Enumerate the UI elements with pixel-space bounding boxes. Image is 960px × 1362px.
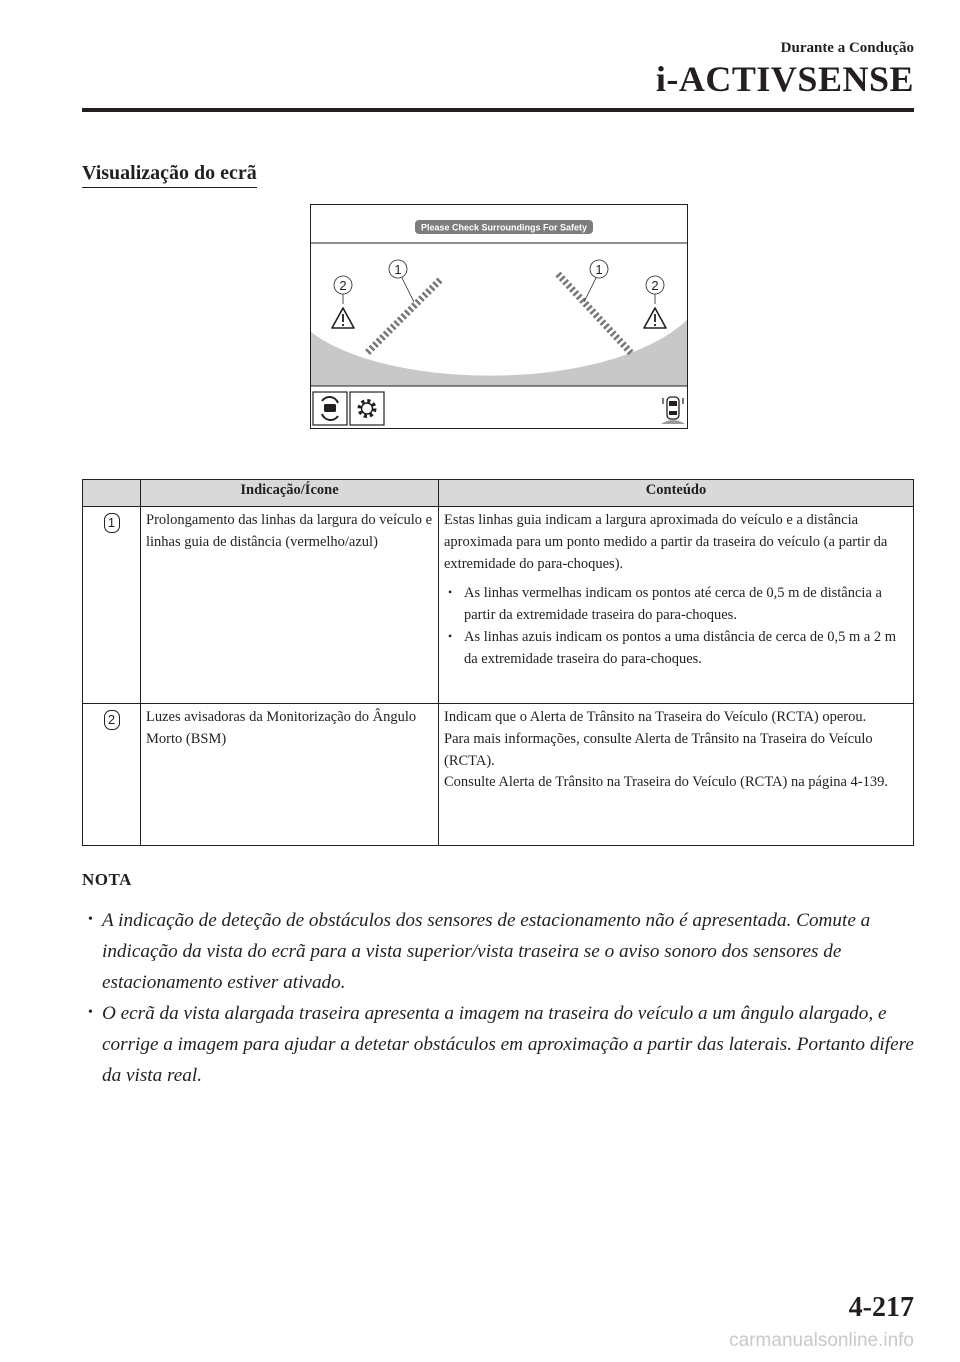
note-list <box>82 905 918 1091</box>
table-header-row <box>83 480 914 507</box>
row-content-line: Para mais informações, consulte Alerta de Trânsito na Traseira do Veículo (RCTA). <box>444 730 873 769</box>
section-title: Visualização do ecrã <box>82 162 257 188</box>
row-content <box>439 507 914 704</box>
callout-2-left-number: 2 <box>339 278 347 293</box>
note-title: NOTA <box>82 870 132 889</box>
safety-banner <box>415 220 593 234</box>
list-item: • O ecrã da vista alargada traseira apresenta a imagem na traseira do veículo a um ângulo alargado, e corrige a imagem para ajudar a detetar obstáculos em aproximação a partir das laterais. Portanto difere da vista real. <box>82 998 918 1091</box>
rear-camera-screen-illustration <box>310 204 688 429</box>
table-row <box>83 704 914 846</box>
safety-banner-text: Please Check Surroundings For Safety <box>420 222 588 233</box>
header-rule <box>82 108 914 112</box>
list-item: • As linhas azuis indicam os pontos a uma distância de cerca de 0,5 m a 2 m da extremidade traseira do para-choques. <box>444 627 908 671</box>
table-header-indication: Indicação/Ícone <box>141 480 439 507</box>
row-label: Luzes avisadoras da Monitorização do Ângulo Morto (BSM) <box>141 704 439 846</box>
camera-view-switch-icon[interactable] <box>313 392 347 425</box>
row-number: 2 <box>104 710 120 730</box>
row-number: 1 <box>104 513 120 533</box>
site-watermark: carmanualsonline.info <box>729 1330 914 1351</box>
table-header-content: Conteúdo <box>439 480 914 507</box>
list-item: • As linhas vermelhas indicam os pontos até cerca de 0,5 m de distância a partir da extremidade traseira do para-choques. <box>444 583 908 627</box>
row-content-text: Estas linhas guia indicam a largura aproximada do veículo e a distância aproximada para um ponto medido a partir da traseira do veículo (a partir da extremidade do para-choques). <box>444 512 888 572</box>
row-number-cell <box>83 704 141 846</box>
row-content-line: Consulte Alerta de Trânsito na Traseira do Veículo (RCTA) na página 4-139. <box>444 774 888 791</box>
callout-1-right-number: 1 <box>595 262 603 277</box>
table-row <box>83 507 914 704</box>
page-number: 4-217 <box>848 1292 914 1323</box>
page-heading: i-ACTIVSENSE <box>655 59 914 99</box>
gear-icon[interactable] <box>350 392 384 425</box>
row-content-bullets <box>444 583 908 670</box>
list-item: • A indicação de deteção de obstáculos dos sensores de estacionamento não é apresentada. Comute a indicação da vista do ecrã para a vista superior/vista traseira se o aviso sonoro dos sensores de estacionamento estiver ativado. <box>82 905 918 998</box>
indication-table <box>82 479 914 846</box>
row-content <box>439 704 914 846</box>
chapter-name: Durante a Condução <box>780 40 914 56</box>
row-content-line: Indicam que o Alerta de Trânsito na Traseira do Veículo (RCTA) operou. <box>444 709 867 725</box>
row-number-cell <box>83 507 141 704</box>
callout-2-right-number: 2 <box>651 278 659 293</box>
callout-1-left-number: 1 <box>394 262 402 277</box>
row-label: Prolongamento das linhas da largura do veículo e linhas guia de distância (vermelho/azul) <box>141 507 439 704</box>
table-header-number <box>83 480 141 507</box>
